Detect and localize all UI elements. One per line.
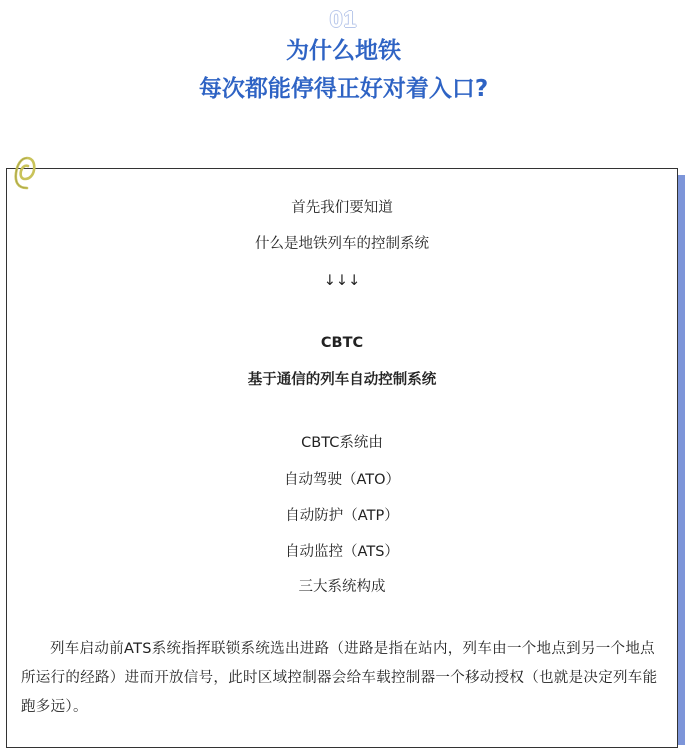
body-paragraph: 列车启动前ATS系统指挥联锁系统选出进路（进路是指在站内，列车由一个地点到另一个地点所运行的经路）进而开放信号，此时区域控制器会给车载控制器一个移动授权（也就是决定列车能跑多远）。 [21,641,658,715]
component-ats: 自动监控（ATS） [285,544,399,560]
term-full-name: 基于通信的列车自动控制系统 [247,372,437,388]
intro-line-1: 首先我们要知道 [291,200,393,216]
term-abbreviation: CBTC [320,335,364,351]
component-atp: 自动防护（ATP） [285,508,399,524]
composition-outro: 三大系统构成 [298,579,386,595]
down-arrows: ↓↓↓ [323,273,361,289]
component-ato: 自动驾驶（ATO） [283,472,401,488]
paper-clip-icon [12,153,38,193]
composition-intro: CBTC系统由 [301,435,383,451]
section-number: 01 [329,6,358,32]
title-line-1: 为什么地铁 [286,38,401,64]
title-line-2: 每次都能停得正好对着入口? [198,76,489,102]
intro-line-2: 什么是地铁列车的控制系统 [255,236,429,252]
